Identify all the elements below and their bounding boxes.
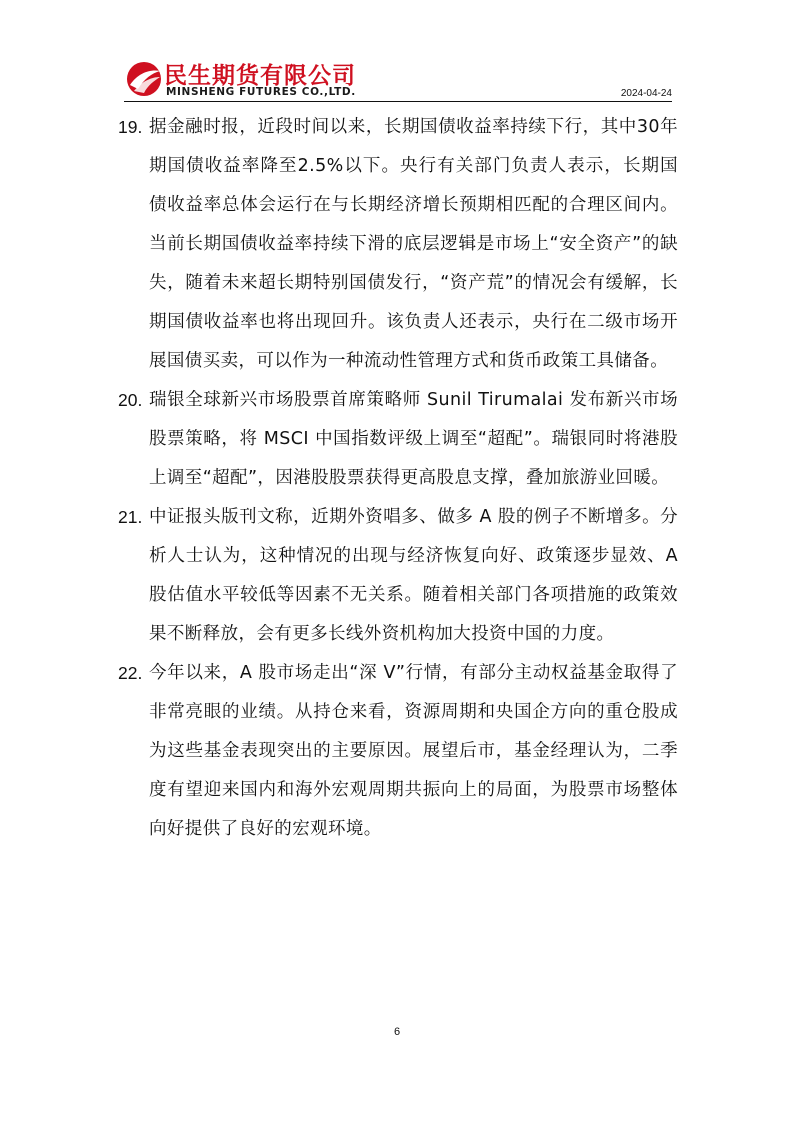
- item-number: 22.: [118, 663, 143, 683]
- item-text: 今年以来，A 股市场走出“深 V”行情，有部分主动权益基金取得了非常亮眼的业绩。从持仓来看，资源周期和央国企方向的重仓股成为这些基金表现突出的主要原因。展望后市，基金经理认为，二季度有望迎来国内和海外宏观周期共振向上的局面，为股票市场整体向好提供了良好的宏观环境。: [149, 663, 678, 839]
- item-number: 21.: [118, 507, 143, 527]
- item-number: 19.: [118, 117, 143, 137]
- news-list: [118, 108, 678, 849]
- page-header: [124, 55, 672, 103]
- page-number: 6: [393, 1026, 401, 1038]
- report-date: 2024-04-24: [620, 88, 672, 99]
- news-item-21: [118, 498, 678, 654]
- item-text: 据金融时报，近段时间以来，长期国债收益率持续下行，其中30年期国债收益率降至2.5%以下。央行有关部门负责人表示，长期国债收益率总体会运行在与长期经济增长预期相匹配的合理区间内。当前长期国债收益率持续下滑的底层逻辑是市场上“安全资产”的缺失，随着未来超长期特别国债发行，“资产荒”的情况会有缓解，长期国债收益率也将出现回升。该负责人还表示，央行在二级市场开展国债买卖，可以作为一种流动性管理方式和货币政策工具储备。: [149, 117, 678, 371]
- minsheng-logo-icon: [124, 59, 164, 99]
- news-item-22: [118, 654, 678, 849]
- news-item-20: [118, 381, 678, 498]
- header-divider: [124, 101, 672, 102]
- item-number: 20.: [118, 390, 143, 410]
- item-text: 瑞银全球新兴市场股票首席策略师 Sunil Tirumalai 发布新兴市场股票策略，将 MSCI 中国指数评级上调至“超配”。瑞银同时将港股上调至“超配”，因港股股票获得更高股息支撑，叠加旅游业回暖。: [149, 390, 678, 488]
- news-item-19: [118, 108, 678, 381]
- company-name-en: MINSHENG FUTURES CO.,LTD.: [166, 86, 356, 98]
- company-name-cn: 民生期货有限公司: [164, 63, 356, 89]
- item-text: 中证报头版刊文称，近期外资唱多、做多 A 股的例子不断增多。分析人士认为，这种情况的出现与经济恢复向好、政策逐步显效、A 股估值水平较低等因素不无关系。随着相关部门各项措施的政策效果不断释放，会有更多长线外资机构加大投资中国的力度。: [149, 507, 678, 644]
